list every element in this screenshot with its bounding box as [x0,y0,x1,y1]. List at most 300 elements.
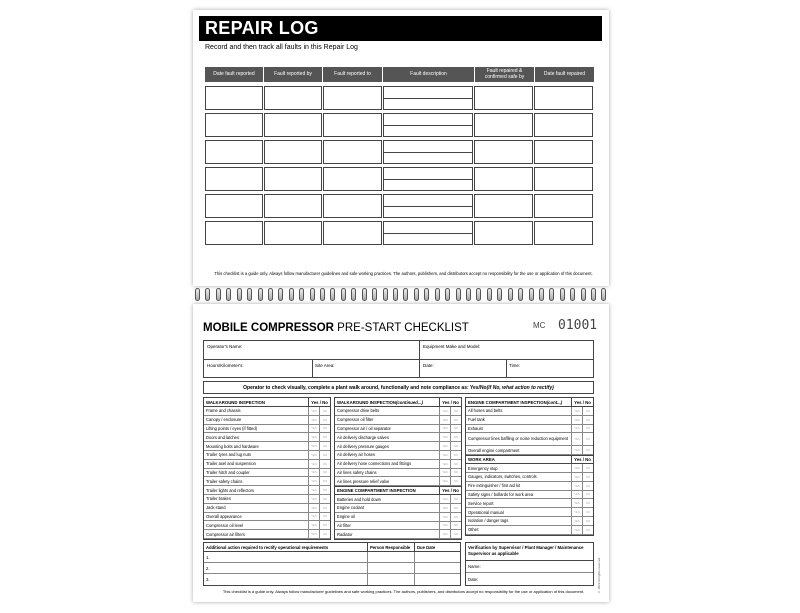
checklist-item [204,495,330,504]
log-cell [205,86,263,110]
binding-ring [320,288,325,301]
info-divider [419,341,420,378]
log-cell [534,86,593,110]
yes-checkbox[interactable]: YES [308,407,319,415]
yes-checkbox[interactable]: YES [439,530,450,538]
engine-compartment-column [465,397,594,536]
binding-ring [393,288,398,301]
no-checkbox[interactable]: NO [582,464,593,472]
yes-checkbox[interactable]: YES [439,504,450,512]
action-person-cell [368,574,415,585]
binding-ring [268,288,273,301]
checklist-item-label: Trailer hitch and coupler [206,469,250,475]
checklist-item-label: Air delivery discharge valves [337,434,389,440]
copyright-side-text: © 2022 All rights reserved. [597,556,601,594]
checklist-title-bold: MOBILE COMPRESSOR [203,322,334,334]
checklist-item [204,530,330,539]
checklist-item [466,446,593,455]
no-checkbox[interactable]: NO [582,491,593,499]
checklist-item-label: Air lines pressure relief valve [337,478,390,484]
binding-ring [341,288,346,301]
checklist-item-label: Compressor air / oil separator [337,425,391,431]
binding-ring [330,288,335,301]
checklist-item [466,473,593,482]
checklist-item [335,530,461,539]
yes-checkbox[interactable]: YES [571,464,582,472]
walkaround-continued-items [335,407,461,486]
action-person-cell [368,552,415,562]
no-checkbox[interactable]: NO [319,425,330,433]
yes-checkbox[interactable]: YES [571,499,582,507]
engine-compartment-items [335,495,461,539]
no-checkbox[interactable]: NO [319,495,330,503]
col-repaired-by: Fault repaired & confirmed safe by [475,67,535,82]
checklist-item [466,499,593,508]
checklist-item [335,442,461,451]
checklist-item [466,416,593,425]
column-subheading: ENGINE COMPARTMENT INSPECTION [337,488,416,494]
no-checkbox[interactable]: NO [319,486,330,494]
checklist-item-label: Air delivery pressure gauges [337,443,389,449]
no-checkbox[interactable]: NO [450,522,461,530]
log-row [205,167,594,191]
checklist-item-label: Lifting points / eyes (if fitted) [206,425,257,431]
additional-actions-table [203,542,461,586]
log-cell [205,221,263,245]
column-subheading: WORK AREA [468,457,495,463]
log-cell [264,167,322,191]
checklist-item-label: Other: [468,527,480,533]
log-cell [534,221,593,245]
checklist-item [204,486,330,495]
repair-log-rows [205,86,594,248]
checklist-item [466,526,593,535]
hours-label: Hours/Kilometer's: [207,363,244,368]
log-cell [383,194,474,218]
yes-checkbox[interactable]: YES [571,482,582,490]
log-row [205,86,594,110]
log-cell [205,140,263,164]
yes-no-heading: Yes / No [308,398,330,406]
checklist-item-label: Overall engine compartment [468,447,520,453]
no-checkbox[interactable]: NO [582,499,593,507]
no-checkbox[interactable]: NO [319,521,330,529]
yes-checkbox[interactable]: YES [308,521,319,529]
checklist-item [335,513,461,522]
info-divider [506,359,507,378]
log-cell [474,221,533,245]
yes-checkbox[interactable]: YES [308,513,319,521]
repair-log-subtitle: Record and then track all faults in this Repair Log [205,44,358,51]
column-header [204,398,330,407]
yes-checkbox[interactable]: YES [308,530,319,538]
checklist-item [335,495,461,504]
yes-checkbox[interactable]: YES [308,433,319,441]
due-date-heading: Due Date [417,544,436,550]
no-checkbox[interactable]: NO [450,530,461,538]
checklist-disclaimer: This checklist is a guide only. Always follow manufacturer guidelines and safe working practices. The authors, publishers, and distributors accept no responsibility for the use or application of this document. [222,589,585,594]
checklist-item-label: Engine coolant [337,505,365,511]
yes-checkbox[interactable]: YES [439,416,450,424]
log-cell [474,167,533,191]
yes-checkbox[interactable]: YES [571,473,582,481]
no-checkbox[interactable]: NO [582,433,593,445]
yes-checkbox[interactable]: YES [308,486,319,494]
log-cell [534,167,593,191]
log-cell [383,167,474,191]
verification-date-label: Date: [468,576,479,582]
no-checkbox[interactable]: NO [582,425,593,433]
column-subheader [335,486,461,495]
operator-info-box [203,340,594,378]
person-responsible-heading: Person Responsible [368,543,415,551]
binding-ring [278,288,283,301]
checklist-item [335,522,461,531]
checklist-item [204,477,330,486]
no-checkbox[interactable]: NO [582,416,593,424]
log-cell [323,86,382,110]
yes-checkbox[interactable]: YES [571,508,582,516]
yes-checkbox[interactable]: YES [308,477,319,485]
log-cell [383,140,474,164]
instruction-italic: (if No, what action to rectify) [486,384,554,391]
action-number: 2. [204,563,368,573]
log-cell [474,194,533,218]
checklist-item-label: Air filter [337,522,351,528]
log-cell [383,113,474,137]
checklist-item-label: Isolation / danger tags [468,518,509,524]
log-cell [205,167,263,191]
no-checkbox[interactable]: NO [450,469,461,477]
binding-ring [570,288,575,301]
operator-instruction [203,381,594,394]
yes-checkbox[interactable]: YES [308,469,319,477]
yes-checkbox[interactable]: YES [439,495,450,503]
log-row [205,221,594,245]
repair-log-page [193,10,609,286]
no-checkbox[interactable]: NO [582,526,593,534]
yes-no-heading: Yes / No [571,456,593,463]
equipment-label: Equipment Make and Model: [423,344,481,349]
no-checkbox[interactable]: NO [450,504,461,512]
no-checkbox[interactable]: NO [319,407,330,415]
log-cell [534,140,593,164]
checklist-serial: 01001 [558,318,598,333]
no-checkbox[interactable]: NO [450,513,461,521]
yes-no-heading: Yes / No [439,487,461,494]
log-cell [474,86,533,110]
yes-checkbox[interactable]: YES [571,446,582,454]
no-checkbox[interactable]: NO [582,407,593,415]
checklist-item [466,517,593,526]
heading-main: ENGINE COMPARTMENT INSPECTION [468,399,547,405]
no-checkbox[interactable]: NO [582,446,593,454]
log-cell [323,113,382,137]
column-header [466,398,593,407]
checklist-item-label: Overall appearance [206,513,242,519]
log-row [205,194,594,218]
no-checkbox[interactable]: NO [450,407,461,415]
checklist-item [204,407,330,416]
action-due-cell [415,574,460,585]
no-checkbox[interactable]: NO [450,460,461,468]
checklist-item [204,433,330,442]
checklist-item-label: Radiator [337,531,353,537]
binding-ring [581,288,586,301]
actions-header [204,543,460,552]
checklist-item [335,469,461,478]
no-checkbox[interactable]: NO [582,508,593,516]
no-checkbox[interactable]: NO [319,530,330,538]
yes-checkbox[interactable]: YES [439,513,450,521]
checklist-item [335,460,461,469]
column-heading [466,398,571,406]
log-cell [474,113,533,137]
no-checkbox[interactable]: NO [582,482,593,490]
checklist-title [203,322,469,334]
binding-ring [258,288,263,301]
checklist-item-label: Air lines safety chains [337,469,377,475]
yes-checkbox[interactable]: YES [571,416,582,424]
yes-checkbox[interactable]: YES [571,433,582,445]
binding-ring [435,288,440,301]
no-checkbox[interactable]: NO [450,425,461,433]
checklist-item [466,464,593,473]
no-checkbox[interactable]: NO [450,451,461,459]
no-checkbox[interactable]: NO [319,477,330,485]
yes-checkbox[interactable]: YES [571,526,582,534]
yes-checkbox[interactable]: YES [571,407,582,415]
checklist-item-label: Canopy / enclosure [206,417,242,423]
binding-ring [226,288,231,301]
binding-ring [560,288,565,301]
checklist-item-label: Fuel tank [468,417,485,423]
checklist-item [204,460,330,469]
binding-ring [487,288,492,301]
binding-ring [497,288,502,301]
action-row [204,574,460,585]
yes-checkbox[interactable]: YES [308,495,319,503]
column-header [335,398,461,407]
yes-checkbox[interactable]: YES [439,469,450,477]
actions-heading: Additional action required to rectify operational requirements [204,543,368,551]
action-person-cell [368,563,415,573]
column-subheader [466,455,593,464]
binding-ring [289,288,294,301]
binding-ring [237,288,242,301]
checklist-item [335,477,461,486]
checklist-item [466,407,593,416]
log-cell [323,221,382,245]
no-checkbox[interactable]: NO [319,504,330,512]
log-cell [264,113,322,137]
info-divider [204,359,593,360]
yes-checkbox[interactable]: YES [439,460,450,468]
walkaround-items [204,407,330,539]
checklist-item [466,433,593,446]
col-fault-description: Fault description [383,67,475,82]
checklist-item-label: Compressor oil filter [337,417,374,423]
work-area-items [466,464,593,534]
log-cell [323,167,382,191]
checklist-item [335,433,461,442]
checklist-item-label: Exhaust [468,425,483,431]
checklist-item-label: Trailer axel and suspension [206,461,256,467]
site-area-label: Site Area: [315,363,335,368]
log-cell [264,221,322,245]
checklist-item [204,442,330,451]
log-cell [383,86,474,110]
checklist-code: MC [533,321,546,330]
no-checkbox[interactable]: NO [319,513,330,521]
checklist-item [466,425,593,434]
log-row [205,140,594,164]
yes-checkbox[interactable]: YES [308,460,319,468]
checklist-item [204,451,330,460]
log-cell [264,194,322,218]
checklist-item [466,508,593,517]
verification-name-label: Name: [466,561,593,573]
binding-ring [351,288,356,301]
col-date-reported: Date fault reported [205,67,264,82]
checklist-item-label: Safety signs / bollards for work area [468,491,534,497]
log-cell [205,113,263,137]
checklist-item [335,416,461,425]
checklist-item-label: Fire extinguisher / first aid kit [468,483,521,489]
checklist-item [204,513,330,522]
log-cell [474,140,533,164]
binding-ring [205,288,210,301]
binding-ring [247,288,252,301]
binding-ring [299,288,304,301]
column-heading [335,398,439,406]
binding-ring [195,288,200,301]
yes-checkbox[interactable]: YES [308,504,319,512]
column-heading: WALKAROUND INSPECTION [206,399,265,405]
checklist-item-label: Frame and chassis [206,408,241,414]
no-checkbox[interactable]: NO [582,473,593,481]
supervisor-verification-box [465,542,594,586]
no-checkbox[interactable]: NO [319,442,330,450]
spiral-binding [193,288,609,302]
operator-name-label: Operator's Name: [207,344,243,349]
checklist-item [335,504,461,513]
action-due-cell [415,552,460,562]
log-row [205,113,594,137]
checklist-item [466,482,593,491]
checklist-item [204,425,330,434]
yes-checkbox[interactable]: YES [571,491,582,499]
log-cell [323,194,382,218]
yes-checkbox[interactable]: YES [571,517,582,525]
no-checkbox[interactable]: NO [319,451,330,459]
checklist-item-label: Air delivery air hoses [337,452,375,458]
heading-main: WALKAROUND INSPECTION [337,399,396,405]
checklist-item [466,491,593,500]
no-checkbox[interactable]: NO [450,442,461,450]
yes-checkbox[interactable]: YES [439,522,450,530]
checklist-item-label: Trailer lights and reflectors [206,487,255,493]
yes-checkbox[interactable]: YES [439,451,450,459]
binding-ring [518,288,523,301]
yes-checkbox[interactable]: YES [308,425,319,433]
checklist-item [204,504,330,513]
yes-checkbox[interactable]: YES [308,451,319,459]
checklist-item [204,469,330,478]
walkaround-continued-column [334,397,462,540]
yes-checkbox[interactable]: YES [439,442,450,450]
no-checkbox[interactable]: NO [450,416,461,424]
no-checkbox[interactable]: NO [319,433,330,441]
checklist-item-label: Jack stand [206,505,226,511]
engine-compartment-continued-items [466,407,593,455]
action-row [204,563,460,574]
info-divider [312,359,313,378]
binding-ring [591,288,596,301]
checklist-item [204,416,330,425]
action-number: 1. [204,552,368,562]
no-checkbox[interactable]: NO [582,517,593,525]
binding-ring [362,288,367,301]
checklist-item-label: Emergency stop [468,465,498,471]
checklist-item-label: Compressor lines baffling or noise reduction equipment [468,436,569,442]
binding-ring [476,288,481,301]
log-cell [534,113,593,137]
checklist-item-label: Compressor drive belts [337,408,380,414]
log-cell [205,194,263,218]
binding-ring [310,288,315,301]
yes-checkbox[interactable]: YES [308,442,319,450]
checklist-item-label: Engine oil [337,514,355,520]
no-checkbox[interactable]: NO [319,469,330,477]
no-checkbox[interactable]: NO [319,460,330,468]
checklist-item-label: Air delivery hose connections and fittings [337,461,412,467]
no-checkbox[interactable]: NO [450,495,461,503]
log-cell [383,221,474,245]
checklist-item-label: Trailer tyres and lug nuts [206,452,251,458]
checklist-item-label: All hoses and belts [468,408,503,414]
checklist-item-label: Service report [468,500,494,506]
yes-checkbox[interactable]: YES [439,425,450,433]
verification-heading: Verification by Supervisor / Plant Manager / Maintenance Supervisor as applicable [466,543,593,561]
checklist-page [193,304,609,602]
binding-ring [445,288,450,301]
col-reported-by: Fault reported by [264,67,323,82]
checklist-item-label: Trailer safety chains [206,478,243,484]
no-checkbox[interactable]: NO [450,477,461,485]
yes-checkbox[interactable]: YES [308,416,319,424]
no-checkbox[interactable]: NO [450,433,461,441]
col-reported-to: Fault reported to [323,67,383,82]
yes-no-heading: Yes / No [571,398,593,406]
binding-ring [372,288,377,301]
yes-checkbox[interactable]: YES [439,433,450,441]
heading-italic: (continued...) [395,399,423,405]
binding-ring [529,288,534,301]
checklist-item-label: Doors and latches [206,434,239,440]
yes-checkbox[interactable]: YES [439,477,450,485]
no-checkbox[interactable]: NO [319,416,330,424]
binding-ring [549,288,554,301]
date-label: Date: [423,363,434,368]
checklist-item-label: Gauges, indicators, switches, controls [468,474,537,480]
yes-checkbox[interactable]: YES [439,407,450,415]
binding-ring [424,288,429,301]
yes-checkbox[interactable]: YES [571,425,582,433]
action-number: 3. [204,574,368,585]
checklist-item-label: Compressor oil level [206,522,244,528]
log-cell [534,194,593,218]
